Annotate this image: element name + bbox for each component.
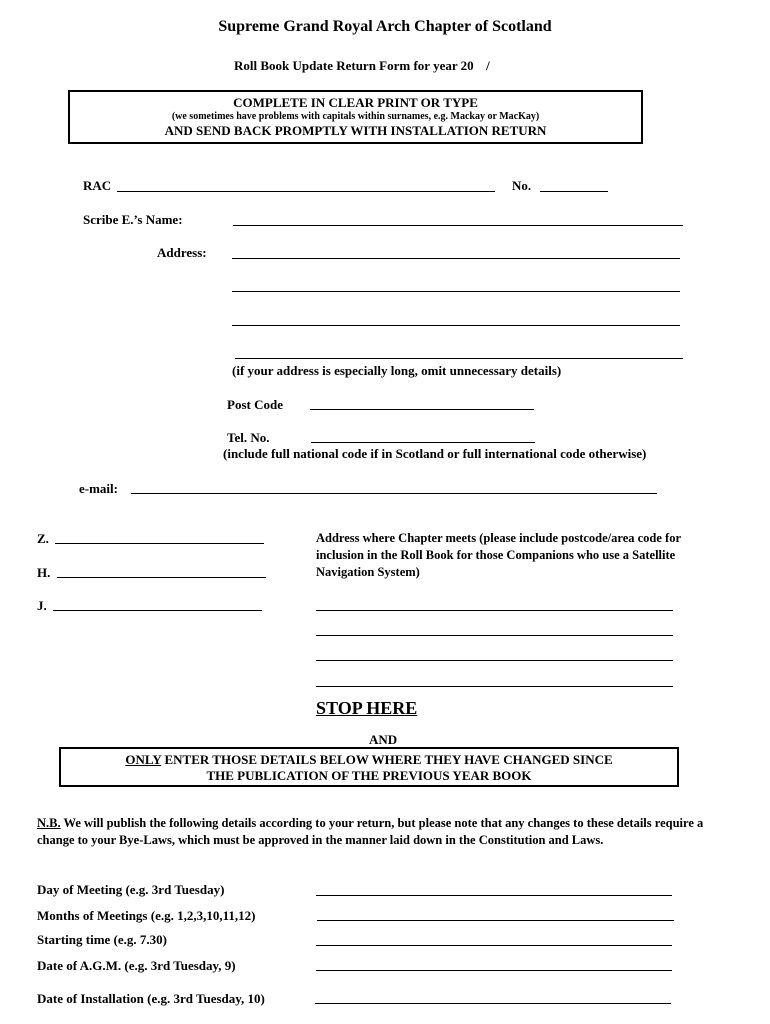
changes-box [59, 747, 679, 787]
z-label: Z. [37, 531, 49, 546]
tel-field[interactable] [311, 442, 535, 443]
postcode-label: Post Code [227, 397, 283, 412]
instruction-line-1: COMPLETE IN CLEAR PRINT OR TYPE [233, 95, 478, 110]
months-of-meetings-label: Months of Meetings (e.g. 1,2,3,10,11,12) [37, 908, 256, 923]
j-field[interactable] [53, 610, 262, 611]
tel-note: (include full national code if in Scotland or full international code otherwise) [223, 446, 647, 461]
rac-label: RAC [83, 178, 112, 193]
meeting-address-note: Address where Chapter meets (please include postcode/area code for inclusion in the Roll Book for those Companions who use a Satellite Navigation System) [316, 531, 681, 579]
meeting-address-field-2[interactable] [316, 635, 673, 636]
form-subtitle-text: Roll Book Update Return Form for year 20 [234, 58, 474, 73]
starting-time-label: Starting time (e.g. 7.30) [37, 932, 167, 947]
tel-label: Tel. No. [227, 430, 270, 445]
meeting-address-field-4[interactable] [316, 686, 673, 687]
scribe-label: Scribe E.’s Name: [83, 212, 183, 227]
address-field-2[interactable] [232, 291, 680, 292]
email-field[interactable] [131, 493, 657, 494]
form-subtitle [234, 58, 490, 74]
address-field-1[interactable] [232, 258, 680, 259]
scribe-name-field[interactable] [233, 225, 683, 226]
agm-date-label: Date of A.G.M. (e.g. 3rd Tuesday, 9) [37, 958, 236, 973]
starting-time-field[interactable] [316, 945, 672, 946]
nb-text: We will publish the following details according to your return, but please note that any changes to these details require a change to your Bye-Laws, which must be approved in the manner laid down in the Constitution and Laws. [37, 816, 704, 847]
instruction-box [68, 90, 643, 144]
rac-field[interactable] [117, 191, 495, 192]
installation-date-field[interactable] [315, 1003, 671, 1004]
email-label: e-mail: [79, 481, 118, 496]
h-label: H. [37, 565, 51, 580]
day-of-meeting-field[interactable] [316, 895, 672, 896]
agm-date-field[interactable] [316, 970, 672, 971]
months-of-meetings-field[interactable] [317, 920, 674, 921]
z-field[interactable] [55, 543, 264, 544]
no-label: No. [512, 178, 532, 193]
meeting-address-field-1[interactable] [316, 610, 673, 611]
j-label: J. [37, 598, 47, 613]
nb-paragraph [37, 815, 737, 849]
stop-here-heading: STOP HERE [316, 698, 418, 718]
changes-line-1-text: ENTER THOSE DETAILS BELOW WHERE THEY HAVE CHANGED SINCE [161, 752, 613, 767]
instruction-line-3: AND SEND BACK PROMPTLY WITH INSTALLATION RETURN [164, 123, 547, 138]
postcode-field[interactable] [310, 409, 534, 410]
form-subtitle-slash: / [486, 58, 490, 73]
h-field[interactable] [57, 577, 266, 578]
meeting-address-field-3[interactable] [316, 660, 673, 661]
address-field-3[interactable] [232, 325, 680, 326]
address-note: (if your address is especially long, omit unnecessary details) [232, 363, 562, 378]
instruction-line-2: (we sometimes have problems with capitals within surnames, e.g. Mackay or MacKay) [171, 111, 540, 122]
no-field[interactable] [540, 191, 608, 192]
form-title: Supreme Grand Royal Arch Chapter of Scotland [218, 18, 552, 35]
changes-line-1 [61, 752, 677, 768]
day-of-meeting-label: Day of Meeting (e.g. 3rd Tuesday) [37, 882, 225, 897]
and-text: AND [369, 732, 398, 747]
changes-line-2: THE PUBLICATION OF THE PREVIOUS YEAR BOOK [206, 768, 532, 783]
installation-date-label: Date of Installation (e.g. 3rd Tuesday, 10) [37, 991, 265, 1006]
address-field-4[interactable] [235, 358, 683, 359]
nb-label: N.B. [37, 816, 61, 830]
address-label: Address: [157, 245, 207, 260]
only-emphasis: ONLY [125, 752, 162, 767]
